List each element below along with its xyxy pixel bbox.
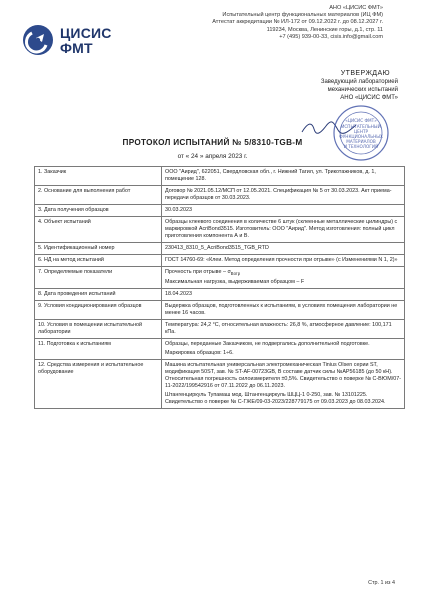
- row-label: 4. Объект испытаний: [35, 217, 162, 243]
- row-label: 11. Подготовка к испытаниям: [35, 339, 162, 360]
- row-value-text: Договор № 2021.05.12/МСП от 12.05.2021. Спецификация № 5 от 30.03.2023. Акт приема-передачи образцов от 30.03.2023.: [165, 188, 392, 201]
- table-row: [35, 289, 405, 301]
- table-row: [35, 217, 405, 243]
- org-line: АНО «ЦИСИС ФМТ»: [329, 5, 383, 11]
- org-line: +7 (495) 939-00-33, cisis.info@gmail.com: [279, 33, 383, 40]
- row-value-text: ГОСТ 14760-69: «Клеи. Метод определения прочности при отрыве» (с Изменениями N 1, 2)»: [165, 257, 398, 263]
- row-label: 7. Определяемые показатели: [35, 267, 162, 289]
- row-value: [162, 217, 405, 243]
- table-row: [35, 339, 405, 360]
- row-value-text: 18.04.2023: [165, 291, 192, 298]
- row-label: 2. Основание для выполнения работ: [35, 186, 162, 205]
- stamp-text: «ЦИСИС ФМТ»: [345, 118, 377, 123]
- org-line: 119234, Москва, Ленинские горы, д.1, стр. 11: [266, 26, 383, 33]
- table-row: [35, 360, 405, 409]
- protocol-table: [34, 166, 405, 409]
- row-value-text: [165, 269, 401, 277]
- row-value-text: 30.03.2023: [165, 207, 192, 213]
- row-value-text: Машина испытательная универсальная электромеханическая Tinius Olsen серии ST, модификация 50ST, зав. № ST-AF-00723GB, В составе датчик силы №AP56185 (до 50 кН). Относительная погрешность силоизмерителя ±0,5%. Свидетельство о поверке № С-ВЮМ/07-11-2022/199542916 от 07.11.2022 до 06.11.2023.: [165, 362, 401, 390]
- row-value: [162, 320, 405, 339]
- table-row: [35, 320, 405, 339]
- page-number: Стр. 1 из 4: [368, 580, 395, 586]
- table-row: [35, 243, 405, 255]
- logo-name-line2: ФМТ: [60, 40, 93, 56]
- row-value-main: Прочность при отрыве – σ: [165, 269, 231, 275]
- stamp-text: И ТЕХНОЛОГИЙ: [343, 144, 379, 149]
- row-value-text: Выдержка образцов, подготовленных к испытаниям, в условиях помещения лаборатории не менее 16 часов.: [165, 303, 398, 317]
- stamp-text: МАТЕРИАЛОВ: [346, 139, 376, 144]
- row-value: [162, 360, 405, 409]
- row-value: [162, 255, 405, 267]
- row-label: 6. НД на метод испытаний: [35, 255, 162, 267]
- table-row: [35, 301, 405, 320]
- row-value: [162, 339, 405, 360]
- row-value-text: Штангенциркуль Тупамаш мод. Штангенциркуль ШЦЦ-1 0-250, зав. № 13101225. Свидетельство о поверке № С-ГЖЕ/09-03-2023/228779175 от 09.03.2023 до 08.03.2024.: [165, 392, 386, 406]
- row-value: [162, 289, 405, 301]
- logo-mark-icon: [22, 24, 54, 56]
- table-row: [35, 205, 405, 217]
- logo: [22, 24, 142, 58]
- org-line: Испытательный центр функциональных материалов (ИЦ ФМ): [222, 12, 383, 19]
- row-label: 8. Дата проведения испытаний: [35, 289, 162, 301]
- row-label: 12. Средства измерения и испытательное оборудование: [35, 360, 162, 409]
- table-row: [35, 267, 405, 289]
- row-value: [162, 167, 405, 186]
- protocol-title: ПРОТОКОЛ ИСПЫТАНИЙ № 5/8310-TGB-M: [122, 138, 303, 147]
- row-value: [162, 267, 405, 289]
- approval-line: АНО «ЦИСИС ФМТ»: [340, 95, 398, 101]
- symbol-subscript: Вотр: [230, 271, 241, 277]
- row-value-text: ООО "Аирид", 622051, Свердловская обл., г. Нижний Тагил, ул. Трикотажников, д. 1, помещение 128.: [165, 169, 376, 182]
- row-label: 1. Заказчик: [35, 167, 162, 186]
- table-row: [35, 167, 405, 186]
- approval-line: механических испытаний: [327, 87, 398, 93]
- row-label: 5. Идентификационный номер: [35, 243, 162, 255]
- row-value-text: 230413_8310_5_AcriBond3515_TGB_RTD: [165, 245, 269, 251]
- stamp-text: ИСПЫТАТЕЛЬНЫЙ: [341, 124, 381, 129]
- row-value-text: Маркировка образцов: 1÷6.: [165, 350, 234, 357]
- row-value-text: Максимальная нагрузка, выдерживаемая образцом – F: [165, 279, 305, 286]
- organization-info: [143, 5, 383, 41]
- approval-block: [258, 70, 398, 102]
- approval-line: Заведующий лабораторией: [320, 79, 398, 85]
- protocol-date: от « 24 » апреля 2023 г.: [177, 153, 248, 160]
- row-value: [162, 205, 405, 217]
- row-value: [162, 243, 405, 255]
- row-value-text: Температура: 24,2 °С, относительная влажность: 26,8 %, атмосферное давление: 100,171 кПа.: [165, 322, 392, 336]
- row-value-text: Образцы, переданные Заказчиком, не подвергались дополнительной подготовке.: [165, 341, 370, 348]
- row-label: 3. Дата получения образцов: [35, 205, 162, 217]
- stamp-text: ЦЕНТР: [353, 129, 369, 134]
- approval-title: УТВЕРЖДАЮ: [340, 70, 390, 77]
- row-value: [162, 186, 405, 205]
- row-label: 9. Условия кондиционирования образцов: [35, 301, 162, 320]
- table-row: [35, 186, 405, 205]
- row-value-text: Образцы клеевого соединения в количестве 6 штук (склеенные металлические цилиндры) с маркировкой AcriBond3515. Изготовитель: ООО "Аирид". Метод изготовления: полный цикл приготовления компонента А и В.: [165, 219, 398, 239]
- row-label: 10. Условия в помещении испытательной лаборатории: [35, 320, 162, 339]
- logo-name-line1: ЦИСИС: [60, 25, 112, 41]
- row-value: [162, 301, 405, 320]
- table-row: [35, 255, 405, 267]
- org-line: Аттестат аккредитации № ИЛ-172 от 09.12.2022 г. до 08.12.2027 г.: [212, 19, 383, 26]
- stamp-text: ФУНКЦИОНАЛЬНЫХ: [339, 134, 383, 139]
